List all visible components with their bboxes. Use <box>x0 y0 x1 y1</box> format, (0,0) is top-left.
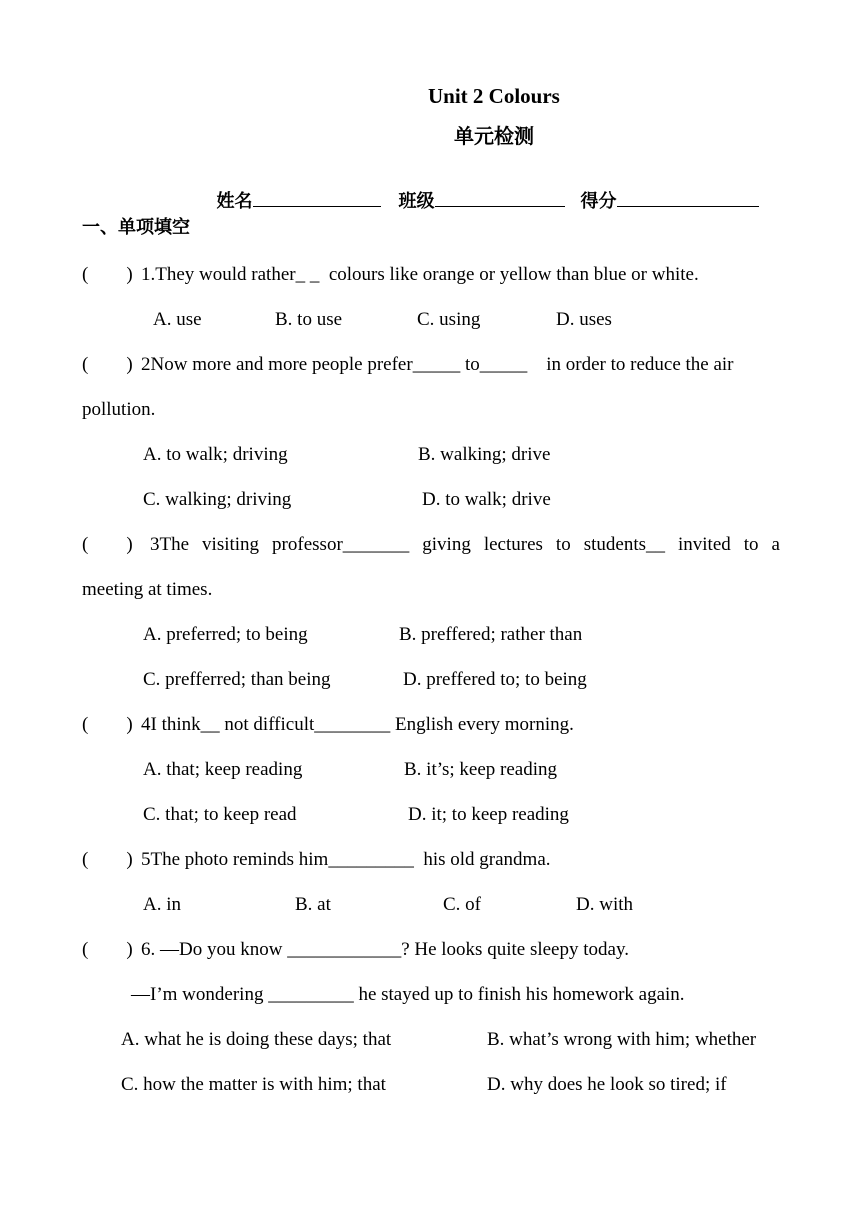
question-5-text: 5The photo reminds him_________ his old grandma. <box>141 849 551 870</box>
question-5-option-b: B. at <box>295 894 331 915</box>
page-subtitle: 单元检测 <box>454 124 534 148</box>
question-2-option-d: D. to walk; drive <box>422 489 551 510</box>
question-4-option-b: B. it’s; keep reading <box>404 759 558 780</box>
question-4-option-d: D. it; to keep reading <box>408 804 569 825</box>
question-3-option-d: D. preffered to; to being <box>403 669 587 690</box>
question-2-option-b: B. walking; drive <box>418 444 551 465</box>
question-6-option-c: C. how the matter is with him; that <box>121 1074 386 1095</box>
question-6-text: 6. —Do you know ____________? He looks quite sleepy today. <box>141 939 629 960</box>
class-label: 班级 <box>398 191 435 212</box>
question-1-paren: ( ) <box>82 264 133 285</box>
question-3-option-b: B. preffered; rather than <box>399 624 583 645</box>
name-blank <box>253 188 381 207</box>
question-6-option-d: D. why does he look so tired; if <box>487 1074 727 1095</box>
score-blank <box>617 188 759 207</box>
question-1-text: 1.They would rather_ _ colours like orange or yellow than blue or white. <box>141 264 699 285</box>
score-label: 得分 <box>580 191 617 212</box>
question-3-paren: ( ) <box>82 534 133 555</box>
class-field <box>386 170 565 211</box>
question-2-text-cont: pollution. <box>82 399 156 420</box>
question-3-option-a: A. preferred; to being <box>143 624 308 645</box>
question-3-option-c: C. prefferred; than being <box>143 669 331 690</box>
question-6-paren: ( ) <box>82 939 133 960</box>
question-3-text-cont: meeting at times. <box>82 579 213 600</box>
question-5-paren: ( ) <box>82 849 133 870</box>
question-4-option-c: C. that; to keep read <box>143 804 297 825</box>
name-label: 姓名 <box>216 191 253 212</box>
question-2-option-a: A. to walk; driving <box>143 444 288 465</box>
score-field <box>568 170 759 211</box>
section-heading: 一、单项填空 <box>82 217 190 238</box>
question-4-text: 4I think__ not difficult________ English every morning. <box>141 714 574 735</box>
question-5-option-c: C. of <box>443 894 481 915</box>
question-2-option-c: C. walking; driving <box>143 489 292 510</box>
question-5-option-a: A. in <box>143 894 181 915</box>
question-5-option-d: D. with <box>576 894 633 915</box>
question-1-option-d: D. uses <box>556 309 612 330</box>
class-blank <box>435 188 565 207</box>
page-title: Unit 2 Colours <box>428 84 560 108</box>
question-1-option-a: A. use <box>153 309 202 330</box>
question-2-text: 2Now more and more people prefer_____ to_____ in order to reduce the air <box>141 354 734 375</box>
question-6-option-a: A. what he is doing these days; that <box>121 1029 392 1050</box>
question-6-text-cont: —I’m wondering _________ he stayed up to finish his homework again. <box>131 984 685 1005</box>
question-3-text: 3The visiting professor_______ giving lectures to students__ invited to a <box>150 534 780 555</box>
question-4-option-a: A. that; keep reading <box>143 759 303 780</box>
question-1-option-b: B. to use <box>275 309 343 330</box>
question-2-paren: ( ) <box>82 354 133 375</box>
question-6-option-b: B. what’s wrong with him; whether <box>487 1029 757 1050</box>
question-1-option-c: C. using <box>417 309 481 330</box>
question-4-paren: ( ) <box>82 714 133 735</box>
name-field <box>204 170 381 211</box>
